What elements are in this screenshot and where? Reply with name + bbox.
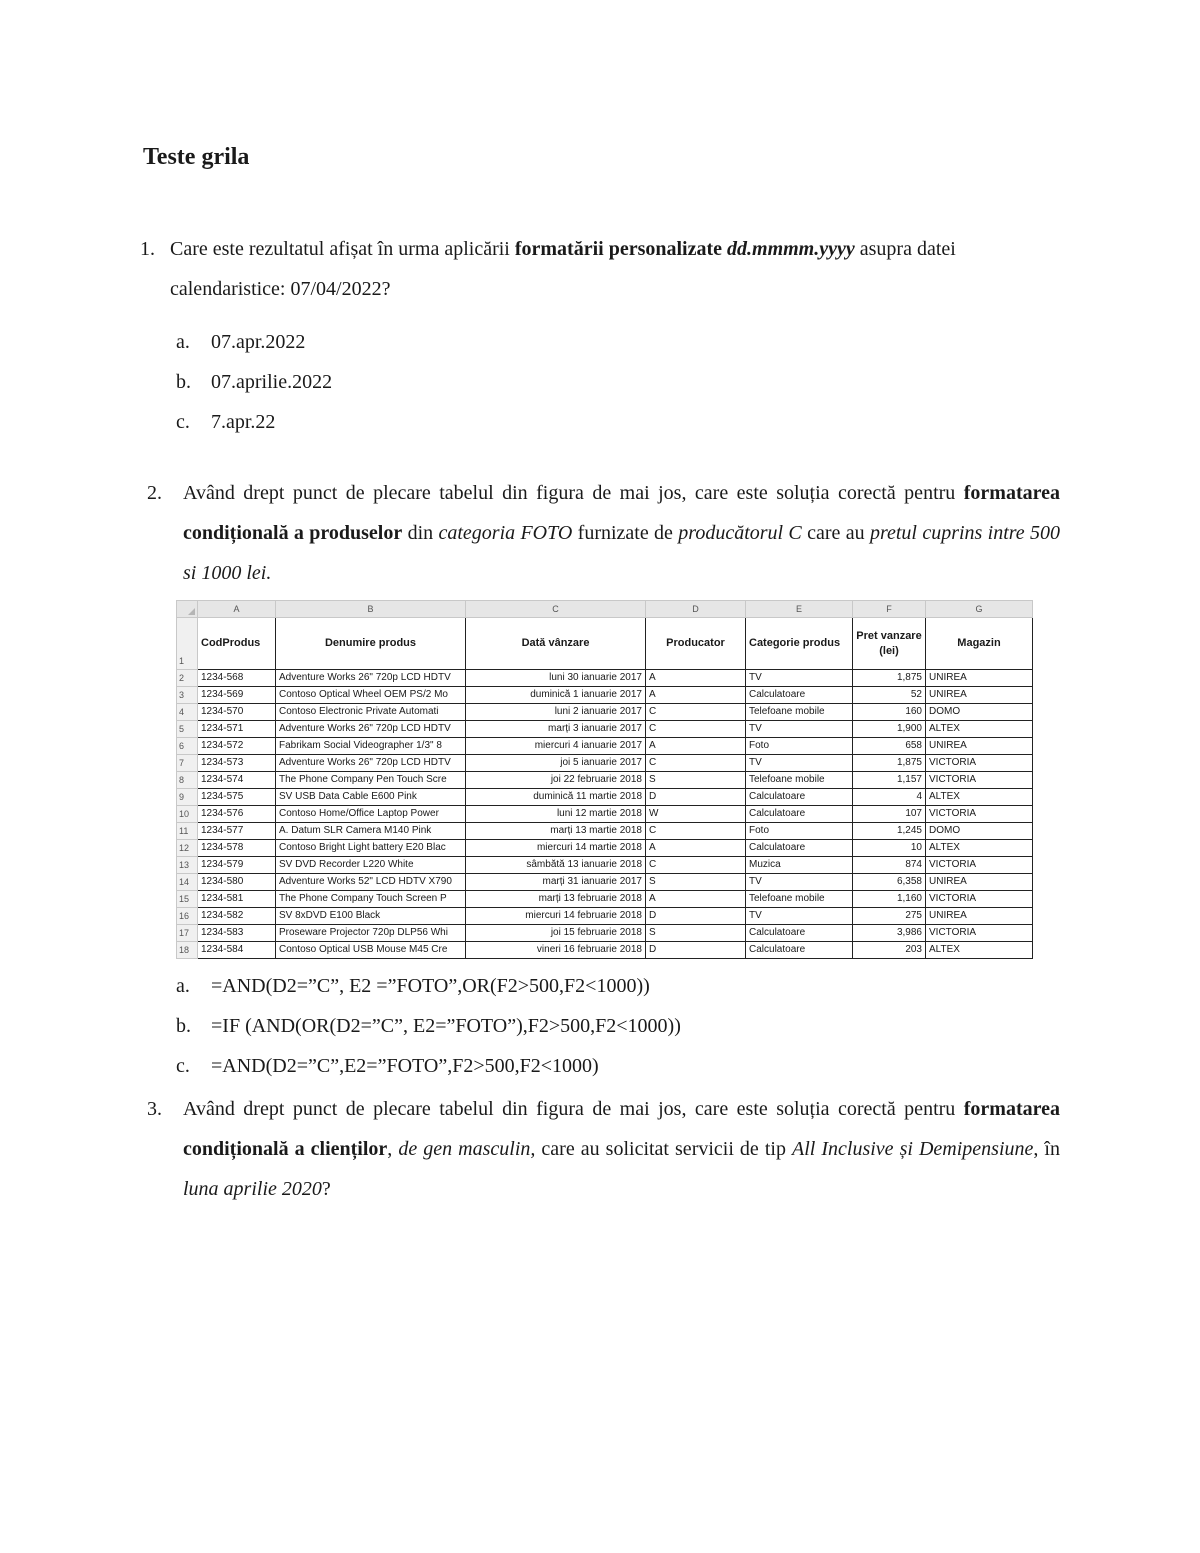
cell-cod[interactable]: 1234-584 (198, 942, 276, 959)
cell-data[interactable]: luni 12 martie 2018 (466, 806, 646, 823)
cell-producator[interactable]: C (646, 721, 746, 738)
table-row (177, 687, 1033, 704)
header-data[interactable]: Dată vânzare (466, 618, 646, 670)
cell-pret[interactable]: 658 (853, 738, 926, 755)
cell-cod[interactable]: 1234-579 (198, 857, 276, 874)
cell-producator[interactable]: A (646, 738, 746, 755)
table-row (177, 721, 1033, 738)
table-row (177, 789, 1033, 806)
option-a: a. 07.apr.2022 (176, 331, 306, 353)
cell-denumire[interactable]: Contoso Electronic Private Automati (276, 704, 466, 721)
cell-producator[interactable]: S (646, 772, 746, 789)
header-pret[interactable]: Pret vanzare (lei) (853, 618, 926, 670)
table-row (177, 772, 1033, 789)
cell-data[interactable]: miercuri 14 februarie 2018 (466, 908, 646, 925)
cell-cod[interactable]: 1234-580 (198, 874, 276, 891)
row-number[interactable]: 8 (177, 772, 198, 789)
cell-denumire[interactable]: A. Datum SLR Camera M140 Pink (276, 823, 466, 840)
cell-magazin[interactable]: VICTORIA (926, 891, 1033, 908)
cell-cod[interactable]: 1234-577 (198, 823, 276, 840)
cell-pret[interactable]: 203 (853, 942, 926, 959)
cell-producator[interactable]: C (646, 857, 746, 874)
row-number[interactable]: 5 (177, 721, 198, 738)
cell-categorie[interactable]: Muzica (746, 857, 853, 874)
row-number[interactable]: 18 (177, 942, 198, 959)
question-number: 2. (147, 482, 162, 504)
table-row (177, 823, 1033, 840)
cell-magazin[interactable]: UNIREA (926, 687, 1033, 704)
cell-pret[interactable]: 1,875 (853, 755, 926, 772)
cell-magazin[interactable]: VICTORIA (926, 806, 1033, 823)
column-header-g[interactable]: G (926, 601, 1033, 618)
cell-data[interactable]: joi 15 februarie 2018 (466, 925, 646, 942)
cell-magazin[interactable]: UNIREA (926, 670, 1033, 687)
cell-denumire[interactable]: SV USB Data Cable E600 Pink (276, 789, 466, 806)
cell-pret[interactable]: 6,358 (853, 874, 926, 891)
row-number[interactable]: 2 (177, 670, 198, 687)
column-header-d[interactable]: D (646, 601, 746, 618)
cell-magazin[interactable]: ALTEX (926, 789, 1033, 806)
cell-cod[interactable]: 1234-581 (198, 891, 276, 908)
cell-data[interactable]: miercuri 4 ianuarie 2017 (466, 738, 646, 755)
header-categorie[interactable]: Categorie produs (746, 618, 853, 670)
table-row (177, 874, 1033, 891)
row-number[interactable]: 16 (177, 908, 198, 925)
cell-data[interactable]: miercuri 14 martie 2018 (466, 840, 646, 857)
question-number: 3. (147, 1098, 162, 1120)
row-number[interactable]: 17 (177, 925, 198, 942)
cell-categorie[interactable]: Calculatoare (746, 806, 853, 823)
cell-categorie[interactable]: Telefoane mobile (746, 772, 853, 789)
row-number[interactable]: 3 (177, 687, 198, 704)
cell-pret[interactable]: 275 (853, 908, 926, 925)
cell-pret[interactable]: 52 (853, 687, 926, 704)
cell-categorie[interactable]: TV (746, 908, 853, 925)
cell-magazin[interactable]: UNIREA (926, 874, 1033, 891)
cell-data[interactable]: marți 13 martie 2018 (466, 823, 646, 840)
cell-producator[interactable]: S (646, 925, 746, 942)
cell-denumire[interactable]: Proseware Projector 720p DLP56 Whi (276, 925, 466, 942)
cell-pret[interactable]: 160 (853, 704, 926, 721)
cell-magazin[interactable]: ALTEX (926, 840, 1033, 857)
cell-producator[interactable]: S (646, 874, 746, 891)
cell-producator[interactable]: C (646, 704, 746, 721)
cell-denumire[interactable]: The Phone Company Pen Touch Scre (276, 772, 466, 789)
cell-denumire[interactable]: Adventure Works 52" LCD HDTV X790 (276, 874, 466, 891)
cell-denumire[interactable]: Adventure Works 26" 720p LCD HDTV (276, 670, 466, 687)
question-number: 1. (140, 238, 155, 260)
row-number[interactable]: 10 (177, 806, 198, 823)
cell-magazin[interactable]: VICTORIA (926, 925, 1033, 942)
table-row (177, 891, 1033, 908)
header-magazin[interactable]: Magazin (926, 618, 1033, 670)
question-1-options (176, 322, 332, 442)
cell-data[interactable]: luni 2 ianuarie 2017 (466, 704, 646, 721)
cell-categorie[interactable]: TV (746, 670, 853, 687)
cell-categorie[interactable]: TV (746, 874, 853, 891)
header-denumire[interactable]: Denumire produs (276, 618, 466, 670)
table-row (177, 840, 1033, 857)
table-row (177, 925, 1033, 942)
cell-pret[interactable]: 874 (853, 857, 926, 874)
table-header-row (177, 618, 1033, 670)
option-a: a. =AND(D2=”C”, E2 =”FOTO”,OR(F2>500,F2<1000)) (176, 975, 650, 997)
cell-cod[interactable]: 1234-574 (198, 772, 276, 789)
cell-categorie[interactable]: Calculatoare (746, 789, 853, 806)
cell-producator[interactable]: C (646, 755, 746, 772)
question-text: Având drept punct de plecare tabelul din figura de mai jos, care este soluția corectă pentru formatarea condițională a produselor din categoria FOTO furnizate de producătorul C care au pretul cuprins intre 500 si 1000 lei. (183, 482, 1061, 584)
cell-pret[interactable]: 4 (853, 789, 926, 806)
cell-magazin[interactable]: VICTORIA (926, 755, 1033, 772)
cell-cod[interactable]: 1234-583 (198, 925, 276, 942)
cell-data[interactable]: duminică 1 ianuarie 2017 (466, 687, 646, 704)
row-number[interactable]: 12 (177, 840, 198, 857)
cell-producator[interactable]: A (646, 670, 746, 687)
table-row (177, 704, 1033, 721)
cell-magazin[interactable]: VICTORIA (926, 857, 1033, 874)
table-row (177, 857, 1033, 874)
option-c: c. 7.apr.22 (176, 411, 276, 433)
cell-pret[interactable]: 1,875 (853, 670, 926, 687)
column-header-e[interactable]: E (746, 601, 853, 618)
cell-denumire[interactable]: SV DVD Recorder L220 White (276, 857, 466, 874)
cell-cod[interactable]: 1234-571 (198, 721, 276, 738)
row-number[interactable]: 11 (177, 823, 198, 840)
cell-magazin[interactable]: UNIREA (926, 908, 1033, 925)
cell-pret[interactable]: 1,160 (853, 891, 926, 908)
cell-pret[interactable]: 107 (853, 806, 926, 823)
row-number[interactable]: 13 (177, 857, 198, 874)
cell-categorie[interactable]: TV (746, 721, 853, 738)
question-3 (140, 1089, 1060, 1209)
spreadsheet-table (176, 600, 1032, 959)
table-row (177, 670, 1033, 687)
cell-pret[interactable]: 3,986 (853, 925, 926, 942)
row-number[interactable]: 4 (177, 704, 198, 721)
row-number[interactable]: 6 (177, 738, 198, 755)
cell-categorie[interactable]: Foto (746, 823, 853, 840)
row-number[interactable]: 15 (177, 891, 198, 908)
cell-denumire[interactable]: The Phone Company Touch Screen P (276, 891, 466, 908)
cell-magazin[interactable]: DOMO (926, 823, 1033, 840)
column-header-f[interactable]: F (853, 601, 926, 618)
cell-data[interactable]: marți 31 ianuarie 2017 (466, 874, 646, 891)
cell-data[interactable]: duminică 11 martie 2018 (466, 789, 646, 806)
cell-categorie[interactable]: Calculatoare (746, 687, 853, 704)
question-1 (140, 229, 1060, 309)
row-number[interactable]: 1 (177, 618, 198, 670)
cell-magazin[interactable]: UNIREA (926, 738, 1033, 755)
cell-producator[interactable]: D (646, 789, 746, 806)
cell-cod[interactable]: 1234-575 (198, 789, 276, 806)
header-producator[interactable]: Producator (646, 618, 746, 670)
cell-pret[interactable]: 1,157 (853, 772, 926, 789)
cell-cod[interactable]: 1234-582 (198, 908, 276, 925)
column-header-b[interactable]: B (276, 601, 466, 618)
cell-denumire[interactable]: Adventure Works 26" 720p LCD HDTV (276, 721, 466, 738)
table-row (177, 908, 1033, 925)
cell-denumire[interactable]: Adventure Works 26" 720p LCD HDTV (276, 755, 466, 772)
cell-cod[interactable]: 1234-573 (198, 755, 276, 772)
question-text: Care este rezultatul afișat în urma aplicării formatării personalizate dd.mmmm.yyyy asupra datei calendaristice: 07/04/2022? (170, 238, 956, 300)
cell-denumire[interactable]: Contoso Bright Light battery E20 Blac (276, 840, 466, 857)
option-c: c. =AND(D2=”C”,E2=”FOTO”,F2>500,F2<1000) (176, 1055, 599, 1077)
option-b: b. 07.aprilie.2022 (176, 371, 333, 393)
cell-data[interactable]: sâmbătă 13 ianuarie 2018 (466, 857, 646, 874)
cell-categorie[interactable]: Telefoane mobile (746, 704, 853, 721)
cell-cod[interactable]: 1234-569 (198, 687, 276, 704)
page-title: Teste grila (143, 144, 250, 170)
table-row (177, 738, 1033, 755)
cell-denumire[interactable]: Contoso Home/Office Laptop Power (276, 806, 466, 823)
cell-categorie[interactable]: Foto (746, 738, 853, 755)
table-row (177, 806, 1033, 823)
cell-denumire[interactable]: Fabrikam Social Videographer 1/3" 8 (276, 738, 466, 755)
cell-data[interactable]: marți 3 ianuarie 2017 (466, 721, 646, 738)
cell-categorie[interactable]: Calculatoare (746, 942, 853, 959)
cell-data[interactable]: joi 5 ianuarie 2017 (466, 755, 646, 772)
row-number[interactable]: 9 (177, 789, 198, 806)
row-number[interactable]: 7 (177, 755, 198, 772)
cell-data[interactable]: joi 22 februarie 2018 (466, 772, 646, 789)
table-row (177, 755, 1033, 772)
cell-denumire[interactable]: Contoso Optical Wheel OEM PS/2 Mo (276, 687, 466, 704)
select-all-corner[interactable] (177, 601, 198, 618)
cell-data[interactable]: luni 30 ianuarie 2017 (466, 670, 646, 687)
cell-categorie[interactable]: Calculatoare (746, 840, 853, 857)
column-header-row (177, 601, 1033, 618)
question-text: Având drept punct de plecare tabelul din figura de mai jos, care este soluția corectă pentru formatarea condițională a clienților, de gen masculin, care au solicitat servicii de tip All Inclusive și Demipensiune, în luna aprilie 2020? (183, 1098, 1060, 1200)
column-header-a[interactable]: A (198, 601, 276, 618)
cell-producator[interactable]: D (646, 942, 746, 959)
cell-producator[interactable]: W (646, 806, 746, 823)
cell-data[interactable]: vineri 16 februarie 2018 (466, 942, 646, 959)
cell-cod[interactable]: 1234-576 (198, 806, 276, 823)
cell-producator[interactable]: D (646, 908, 746, 925)
cell-cod[interactable]: 1234-570 (198, 704, 276, 721)
cell-cod[interactable]: 1234-578 (198, 840, 276, 857)
table-row (177, 942, 1033, 959)
cell-categorie[interactable]: TV (746, 755, 853, 772)
cell-producator[interactable]: A (646, 840, 746, 857)
option-b: b. =IF (AND(OR(D2=”C”, E2=”FOTO”),F2>500,F2<1000)) (176, 1015, 681, 1037)
cell-categorie[interactable]: Telefoane mobile (746, 891, 853, 908)
cell-cod[interactable]: 1234-572 (198, 738, 276, 755)
cell-categorie[interactable]: Calculatoare (746, 925, 853, 942)
row-number[interactable]: 14 (177, 874, 198, 891)
question-2 (140, 473, 1060, 593)
cell-denumire[interactable]: SV 8xDVD E100 Black (276, 908, 466, 925)
cell-pret[interactable]: 10 (853, 840, 926, 857)
cell-producator[interactable]: A (646, 891, 746, 908)
cell-magazin[interactable]: VICTORIA (926, 772, 1033, 789)
cell-magazin[interactable]: DOMO (926, 704, 1033, 721)
cell-data[interactable]: marți 13 februarie 2018 (466, 891, 646, 908)
cell-producator[interactable]: A (646, 687, 746, 704)
cell-producator[interactable]: C (646, 823, 746, 840)
cell-pret[interactable]: 1,900 (853, 721, 926, 738)
table-body (177, 670, 1033, 959)
cell-pret[interactable]: 1,245 (853, 823, 926, 840)
cell-magazin[interactable]: ALTEX (926, 942, 1033, 959)
column-header-c[interactable]: C (466, 601, 646, 618)
cell-denumire[interactable]: Contoso Optical USB Mouse M45 Cre (276, 942, 466, 959)
cell-cod[interactable]: 1234-568 (198, 670, 276, 687)
question-2-options (176, 966, 681, 1086)
header-cod[interactable]: CodProdus (198, 618, 276, 670)
cell-magazin[interactable]: ALTEX (926, 721, 1033, 738)
